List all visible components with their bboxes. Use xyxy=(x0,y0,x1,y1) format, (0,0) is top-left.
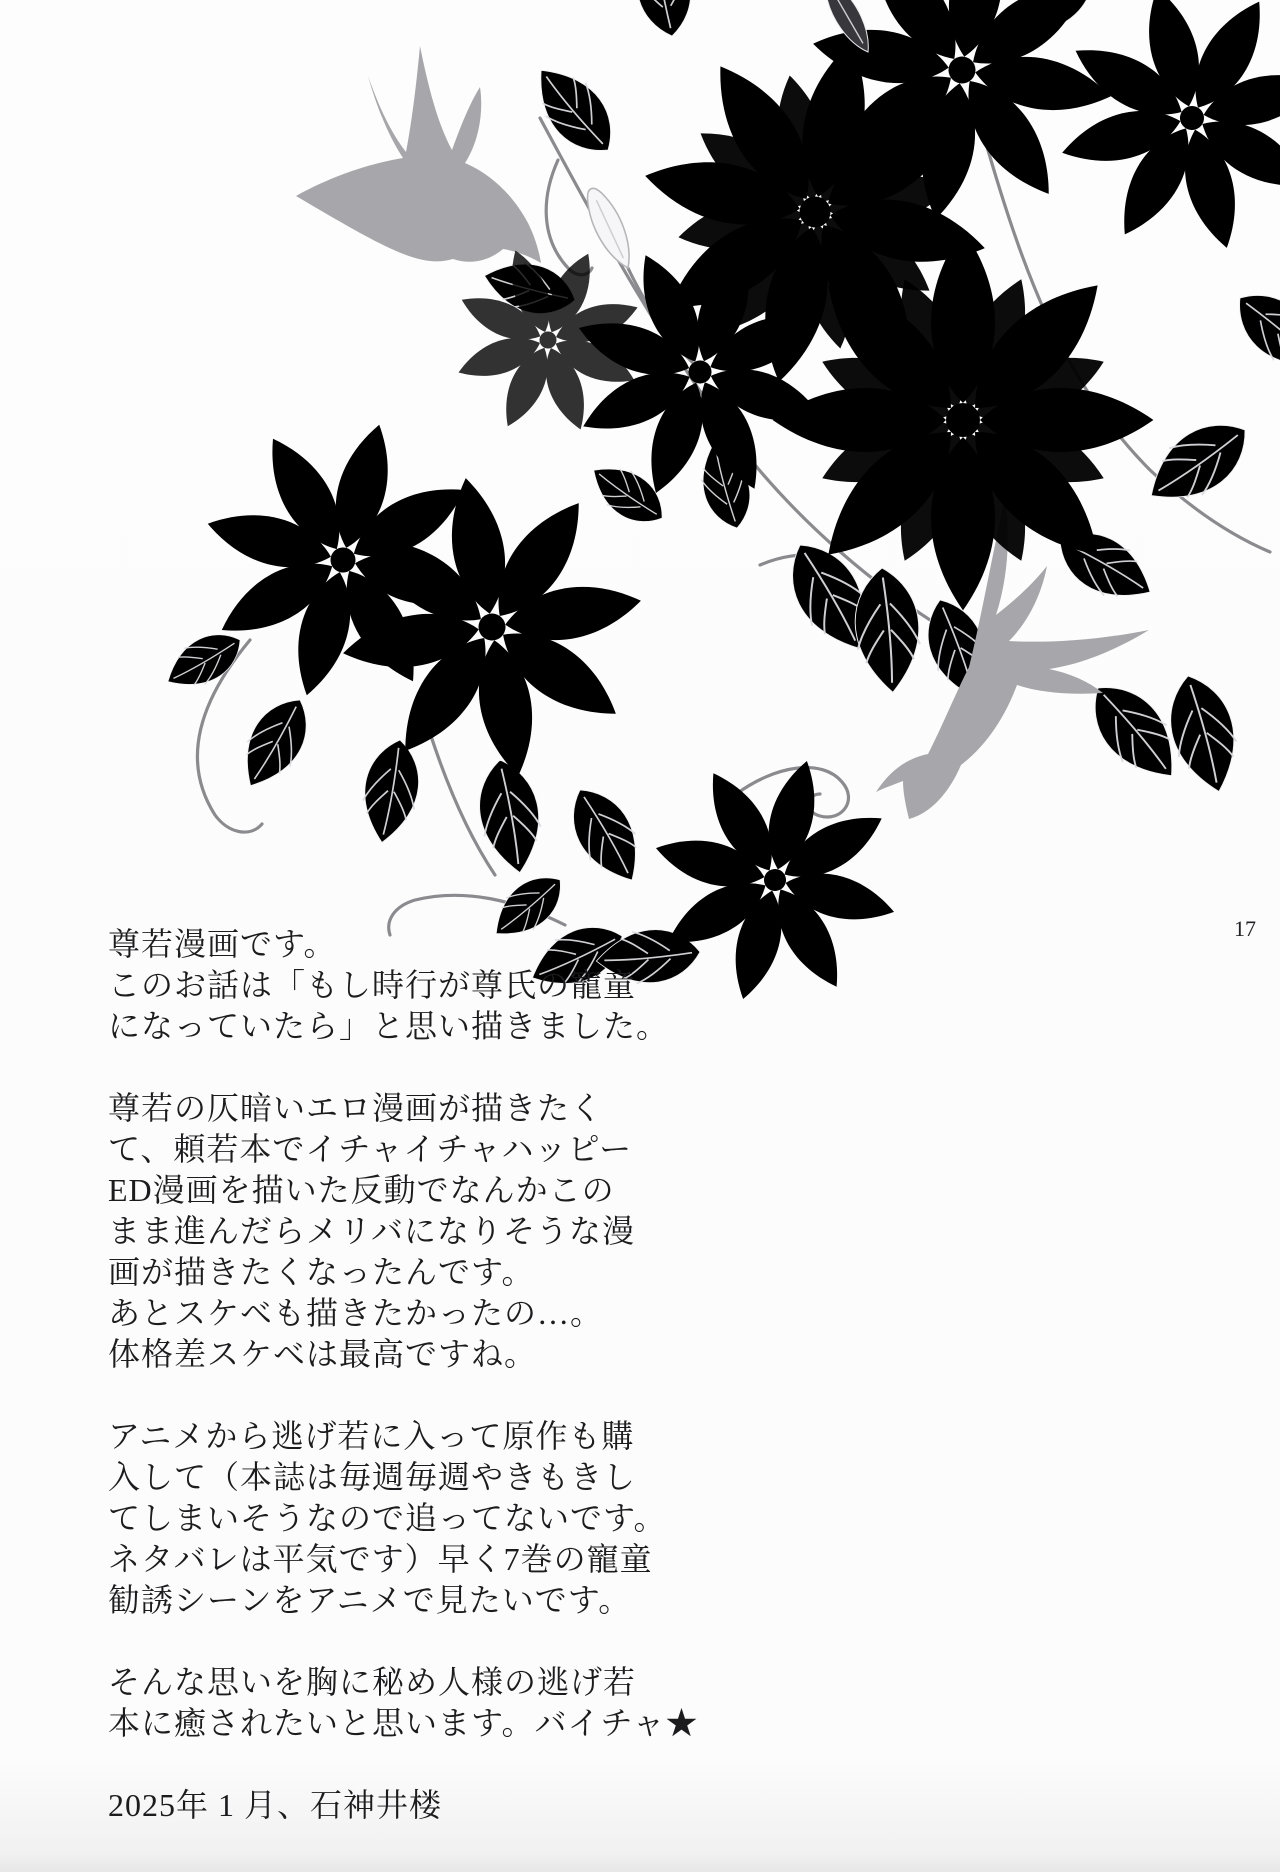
afterword-line: て、頼若本でイチャイチャハッピー xyxy=(108,1131,633,1167)
afterword-line: 本に癒されたいと思います。バイチャ★ xyxy=(108,1705,699,1741)
afterword-line: ED漫画を描いた反動でなんかこの xyxy=(108,1172,615,1208)
afterword-line: まま進んだらメリバになりそうな漫 xyxy=(108,1213,636,1249)
afterword-line: 2025年 1 月、石神井楼 xyxy=(108,1787,443,1823)
afterword-line: 画が描きたくなったんです。 xyxy=(108,1254,535,1290)
swallow-icon-top-left xyxy=(296,46,541,263)
afterword-line: このお話は「もし時行が尊氏の寵童 xyxy=(108,967,637,1003)
afterword-line: あとスケベも描きたかったの…。 xyxy=(108,1295,604,1331)
afterword-line: 尊若漫画です。 xyxy=(108,926,337,962)
blank-line xyxy=(108,1621,728,1662)
afterword-line: ネタバレは平気です）早く7巻の寵童 xyxy=(108,1541,653,1577)
afterword-line: 勧誘シーンをアニメで見たいです。 xyxy=(108,1582,632,1618)
afterword-line: になっていたら」と思い描きました。 xyxy=(108,1008,670,1044)
page-number: 17 xyxy=(1234,916,1256,941)
blank-line xyxy=(108,1375,728,1416)
afterword-line: 尊若の仄暗いエロ漫画が描きたく xyxy=(108,1090,604,1126)
afterword-line: そんな思いを胸に秘め人様の逃げ若 xyxy=(108,1664,637,1700)
blank-line xyxy=(108,1047,728,1088)
afterword-line: アニメから逃げ若に入って原作も購 xyxy=(108,1418,635,1454)
clematis-flower-dark xyxy=(1027,0,1280,283)
afterword-line: 体格差スケベは最高ですね。 xyxy=(108,1336,538,1372)
afterword-line: 入して（本誌は毎週毎週やきもきし xyxy=(108,1459,637,1495)
blank-line xyxy=(108,1744,728,1785)
afterword-text xyxy=(108,924,728,1826)
afterword-line: てしまいそうなので追ってないです。 xyxy=(108,1500,667,1536)
